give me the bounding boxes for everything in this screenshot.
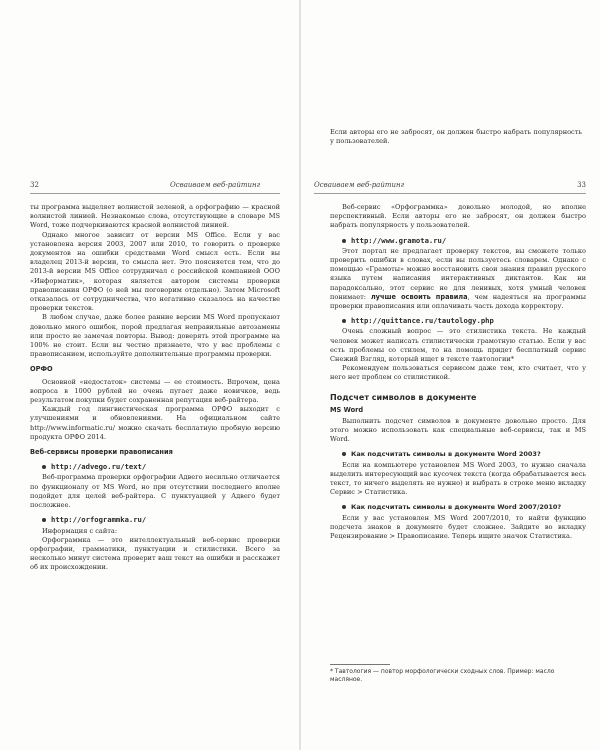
left-body-text (30, 203, 280, 573)
footnote-rule (330, 664, 390, 665)
question-word-2003 (342, 450, 586, 459)
right-running-title: Осваиваем веб-райтинг (314, 181, 405, 189)
right-paragraph: Выполнить подсчет символов в документе довольно просто. Для этого можно использовать как специальные веб-сервисы, так и MS Word. (330, 417, 586, 444)
right-header-rule (314, 193, 586, 194)
right-body-text (330, 203, 586, 542)
left-page-number: 32 (30, 181, 39, 189)
right-paragraph: Очень сложный вопрос — это стилистика текста. Не каждый человек может написать стилистически грамотную статью. Если у вас есть проблемы со стилем, то на помощь придет бесплатный сервис Снежий Взгляд, который ищет в тексте тавтологии* (330, 327, 586, 364)
gramota-link: http://www.gramota.ru/ (351, 235, 447, 245)
orfo-heading: ОРФО (30, 365, 53, 374)
bullet-link-quittance (342, 316, 586, 325)
right-page (302, 0, 600, 750)
right-page-number: 33 (577, 181, 586, 189)
left-paragraph: Основной «недостаток» системы — ее стоимость. Впрочем, цена вопроса в 1000 рублей не очень пугает даже новичков, ведь результатом покупки будет сохраненная репутация веб-райтера. (30, 377, 280, 405)
bullet-link-orfogrammka (42, 515, 280, 524)
bullet-icon (342, 505, 346, 509)
left-header-rule (30, 193, 280, 194)
bullet-icon (342, 319, 346, 323)
right-paragraph: Рекомендуем пользоваться сервисом даже тем, кто считает, что у него нет проблем со стилистикой. (330, 364, 586, 382)
section-heading: Подсчет символов в документе (330, 392, 477, 402)
bullet-link-gramota (342, 236, 586, 245)
left-paragraph: Информация с сайта: (42, 526, 118, 535)
bullet-icon (342, 239, 346, 243)
right-paragraph (330, 247, 586, 311)
right-top-text (330, 128, 582, 146)
advego-link: http://advego.ru/text/ (51, 462, 147, 472)
book-gutter (299, 0, 301, 750)
right-paragraph: Если на компьютере установлен MS Word 2003, то нужно сначала выделить интересующий вас кусочек текста (когда обрабатывается весь текст, то ничего выделять не нужно) и выбрать в строке меню вкладку Сервис > Статистика. (330, 460, 586, 497)
bullet-link-advego (42, 462, 280, 471)
gramota-text-end: , чем надеяться на программы проверки правописания или оплачивать часть дохода корректору. (330, 292, 586, 311)
right-page-header (314, 181, 586, 193)
left-paragraph: ты программа выделяет волнистой зеленой, а орфографию — красной волнистой линией. Незнакомые слова, отсутствующие в словаре MS Word, тоже подчеркиваются красной волнистой линией. (30, 203, 280, 230)
quittance-link: http://quittance.ru/tautology.php (351, 316, 494, 326)
web-services-heading: Веб-сервисы проверки правописания (30, 448, 173, 457)
top-fragment: Если авторы его не забросят, он должен быстро набрать популярность у пользователей. (330, 128, 582, 146)
footnote: * Тавтология — повтор морфологически сходных слов. Пример: масло масляное. (330, 668, 555, 683)
left-paragraph: В любом случае, даже более ранние версии MS Word пропускают довольно много ошибок, порой предлагая неправильные автозамены или просто не замечая повторы. Вывод: доверять этой программе на 100% не стоит. Если вы честно признаете, что у вас проблемы с правописанием, используйте дополнительные программы проверки. (30, 313, 280, 359)
gramota-text: Этот портал не предлагает проверку текстов, вы сможете только проверить ошибки в словах, если вы пользуетесь словарем. Однако с помощью «Грамоты» можно восстановить свои знания правил русского языка путем написания интерактивных диктантов. Как ни парадоксально, этот сервис не для ленивых, хотя умный человек понимает: (330, 246, 586, 301)
left-paragraph: Веб-программа проверки орфографии Адвего несильно отличается по функционалу от MS Word, но при отсутствии последнего вполне подойдет для целей веб-райтера. С пунктуацией у Адвего будет посложнее. (30, 473, 280, 510)
bullet-icon (42, 465, 46, 469)
left-paragraph: Орфограммка — это интеллектуальный веб-сервис проверки орфографии, грамматики, пунктуации и стилистики. Всего за несколько минут система проверит ваш текст на ошибки и расскажет об их происхождении. (30, 535, 280, 572)
orfogrammka-link: http://orfogrammka.ru/ (51, 515, 147, 525)
bullet-icon (42, 518, 46, 522)
question-text: Как подсчитать символы в документе Word 2003? (351, 449, 541, 458)
left-page-header (30, 181, 270, 193)
question-word-2007 (342, 503, 586, 512)
left-running-title: Осваиваем веб-райтинг (170, 181, 261, 189)
bullet-icon (342, 452, 346, 456)
left-paragraph: Однако многое зависит от версии MS Office. Если у вас установлена версия 2003, 2007 или 2010, то говорить о проверке документов на ошибки средствами Word смысл есть. Если вы владелец 2013-й версии, то смысла нет. Это поясняется тем, что до 2013-й версии MS Office сотрудничал с российской компанией ООО «Информатик», которая является автором системы проверки правописания ОРФО (о ней мы поговорим отдельно). Затем Microsoft отказалась от сотрудничества, что негативно сказалось на качестве проверки текстов. (30, 230, 280, 313)
right-paragraph: Если у вас установлен MS Word 2007/2010, то найти функцию подсчета знаков в документе будет сложнее. Зайдите во вкладку Рецензирование > Правописание. Теперь ищите значок Статистика. (330, 513, 586, 541)
left-paragraph: Каждый год лингвистическая программа ОРФО выходит с улучшениями и обновлениями. На официальном сайте http://www.informatic.ru/ можно скачать бесплатную пробную версию продукта ОРФО 2014. (30, 405, 280, 441)
gramota-emphasis: лучше освоить правила (370, 292, 468, 301)
question-text: Как подсчитать символы в документе Word 2007/2010? (351, 502, 562, 511)
left-page (0, 0, 298, 750)
msword-heading: MS Word (330, 405, 364, 414)
right-paragraph: Веб-сервис «Орфограммка» довольно молодой, но вполне перспективный. Если авторы его не забросят, он должен быстро набрать популярность у пользователей. (330, 203, 586, 230)
